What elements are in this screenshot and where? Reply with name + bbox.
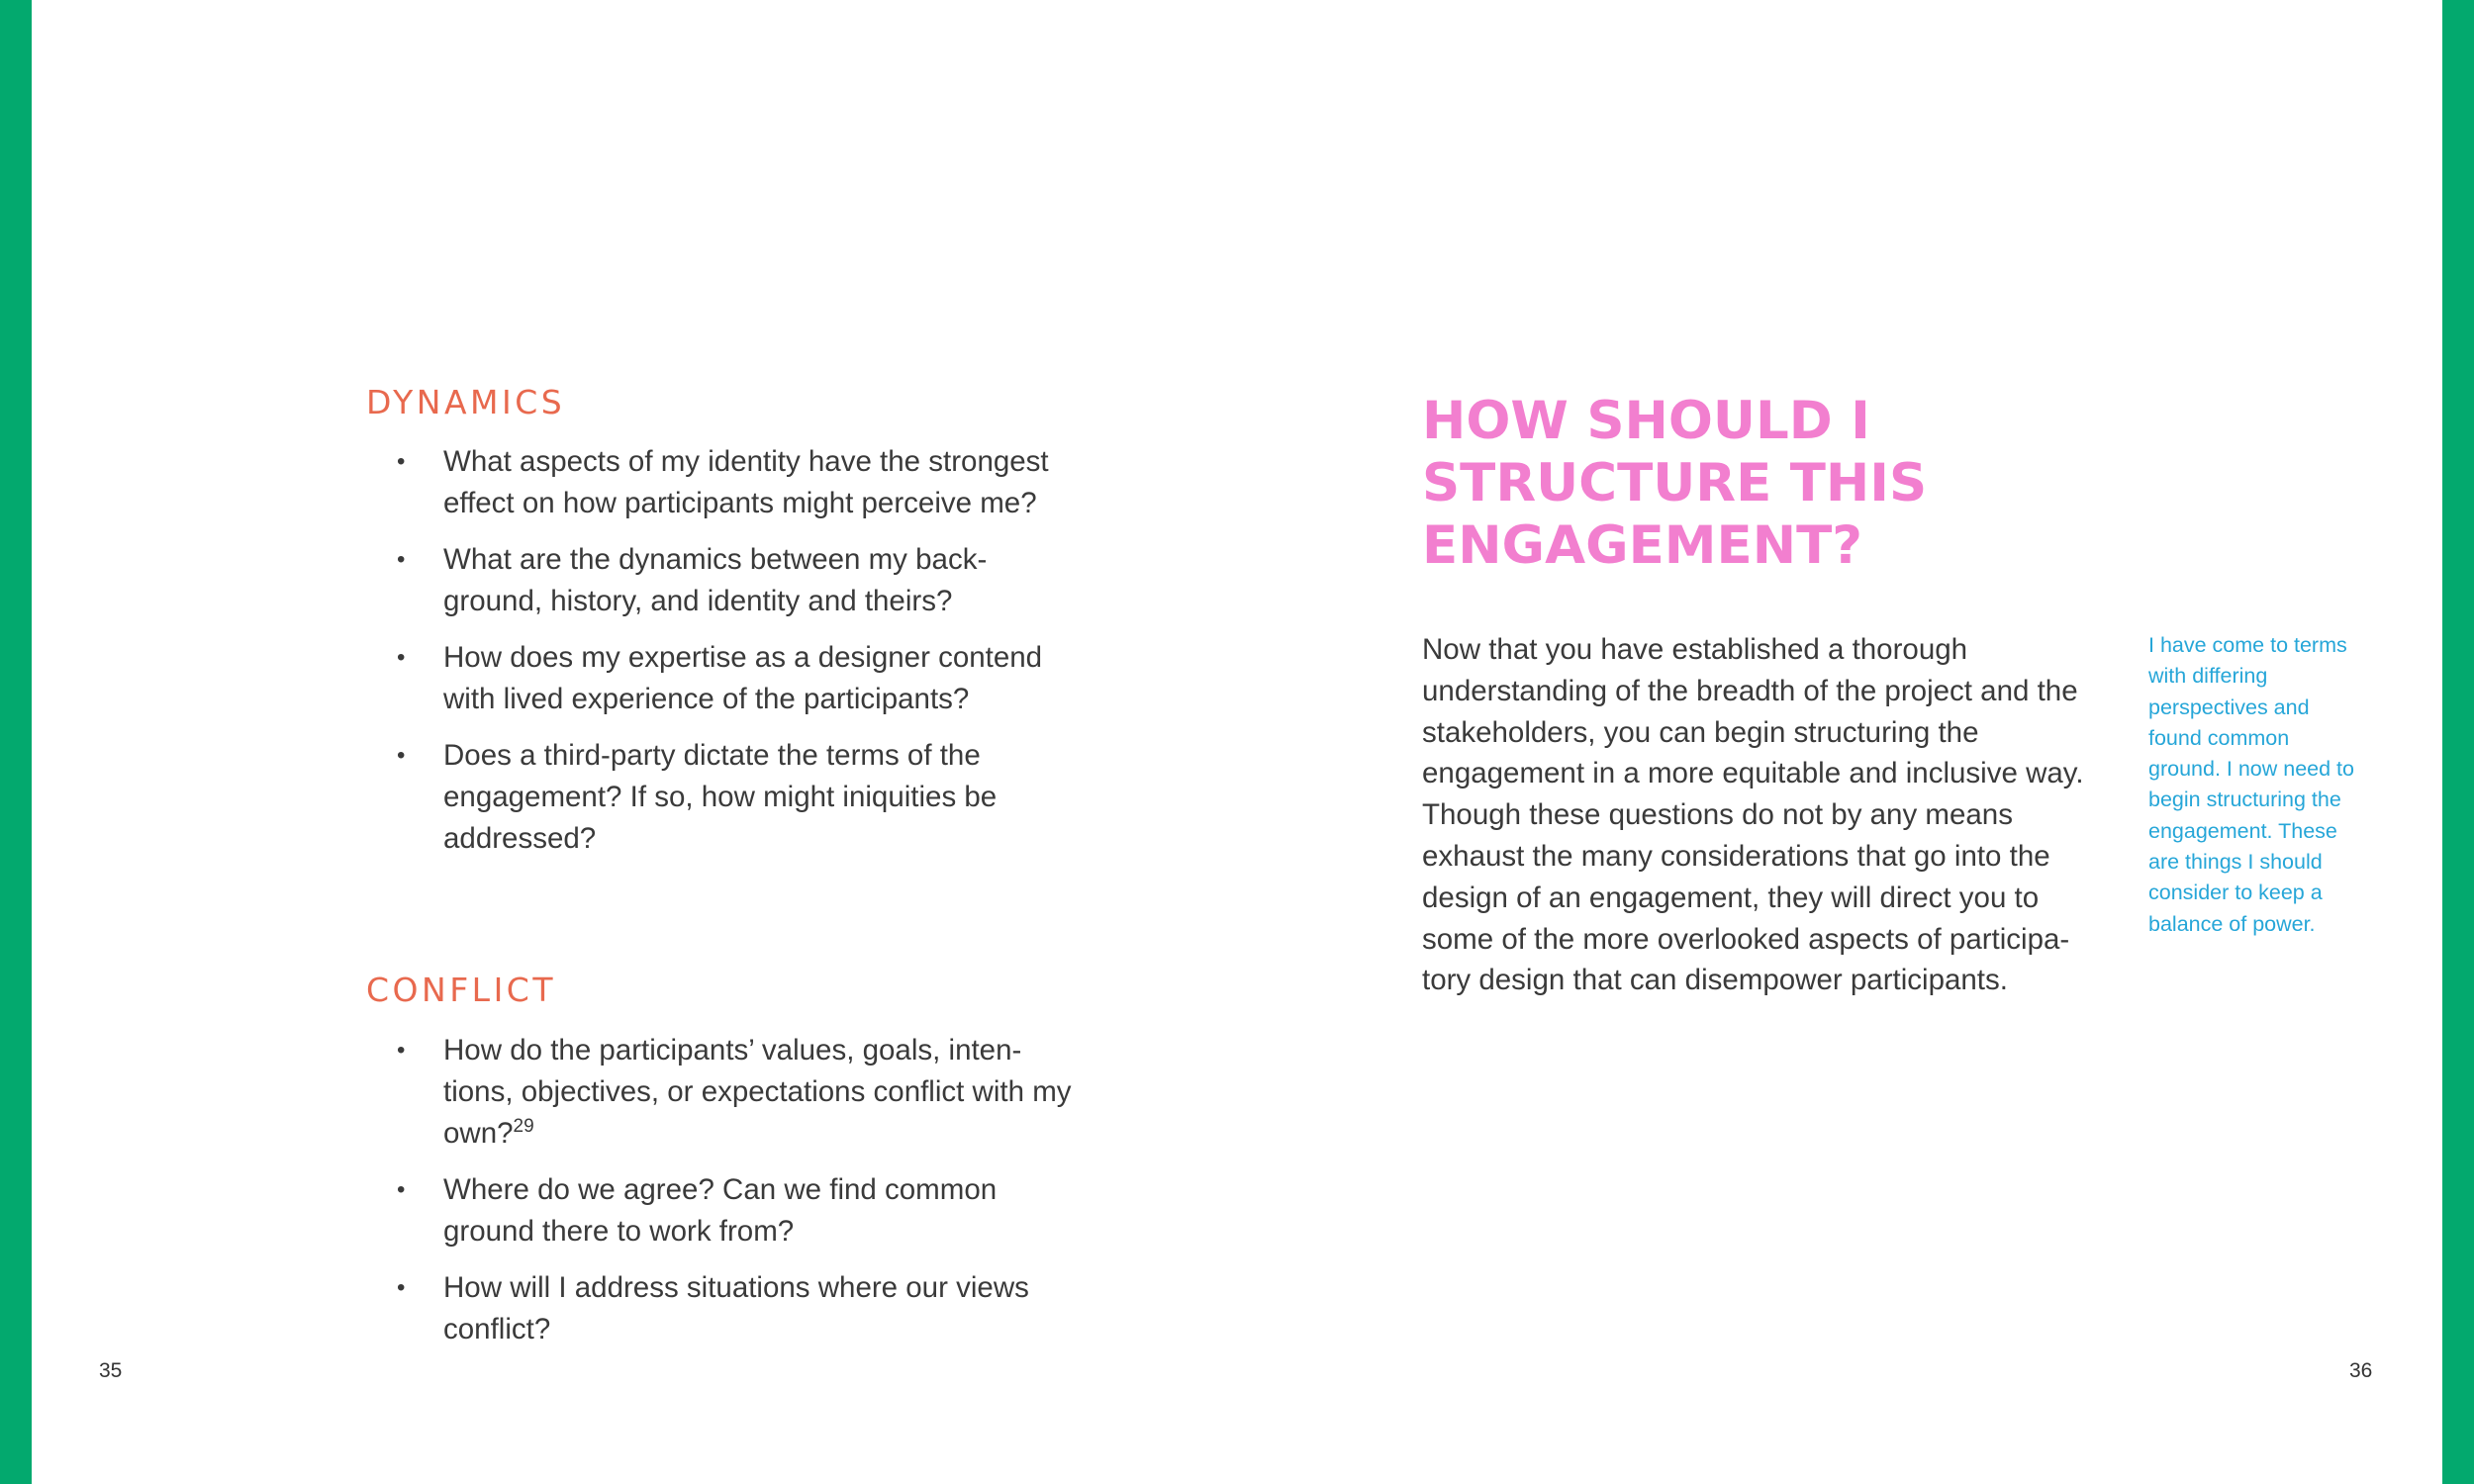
section-heading-dynamics: DYNAMICS [366, 383, 566, 421]
question-item: • What aspects of my identity have the strongest effect on how participants might perceive me? [443, 441, 1077, 524]
question-item [443, 1030, 1077, 1154]
page-title: HOW SHOULD I STRUCTURE THIS ENGAGEMENT? [1422, 391, 1928, 576]
body-paragraph: Now that you have established a thorough understanding of the breadth of the project and the stakeholders, you can begin structuring the engagement in a more equitable and inclusive way. Though these questions do not by any means exhaust the many considerations that go into the design of an engagement, they will direct you to some of the more overlooked aspects of participa-tory design that can disempower participants. [1422, 633, 2084, 997]
dynamics-question-list [443, 441, 1077, 875]
page-number-right: 36 [2349, 1359, 2373, 1382]
question-item: • How will I address situations where our views conflict? [443, 1267, 1077, 1350]
question-item: • What are the dynamics between my back-ground, history, and identity and theirs? [443, 539, 1077, 622]
footnote-reference[interactable]: 29 [513, 1115, 534, 1137]
section-heading-conflict: CONFLICT [366, 971, 557, 1009]
conflict-question-list [443, 1030, 1077, 1365]
margin-note: I have come to terms with differing perspectives and found common ground. I now need to begin structuring the engagement. These are things I should consider to keep a balance of power. [2148, 633, 2354, 936]
question-item: • Does a third-party dictate the terms of the engagement? If so, how might iniquities be addressed? [443, 735, 1077, 859]
left-edge-bar [0, 0, 32, 1484]
question-text: How do the participants’ values, goals, inten-tions, objectives, or expectations conflict with my own? [443, 1034, 1072, 1150]
question-item: • How does my expertise as a designer contend with lived experience of the participants? [443, 637, 1077, 720]
question-item: • Where do we agree? Can we find common ground there to work from? [443, 1169, 1077, 1252]
page-number-left: 35 [99, 1359, 123, 1382]
right-edge-bar [2442, 0, 2474, 1484]
